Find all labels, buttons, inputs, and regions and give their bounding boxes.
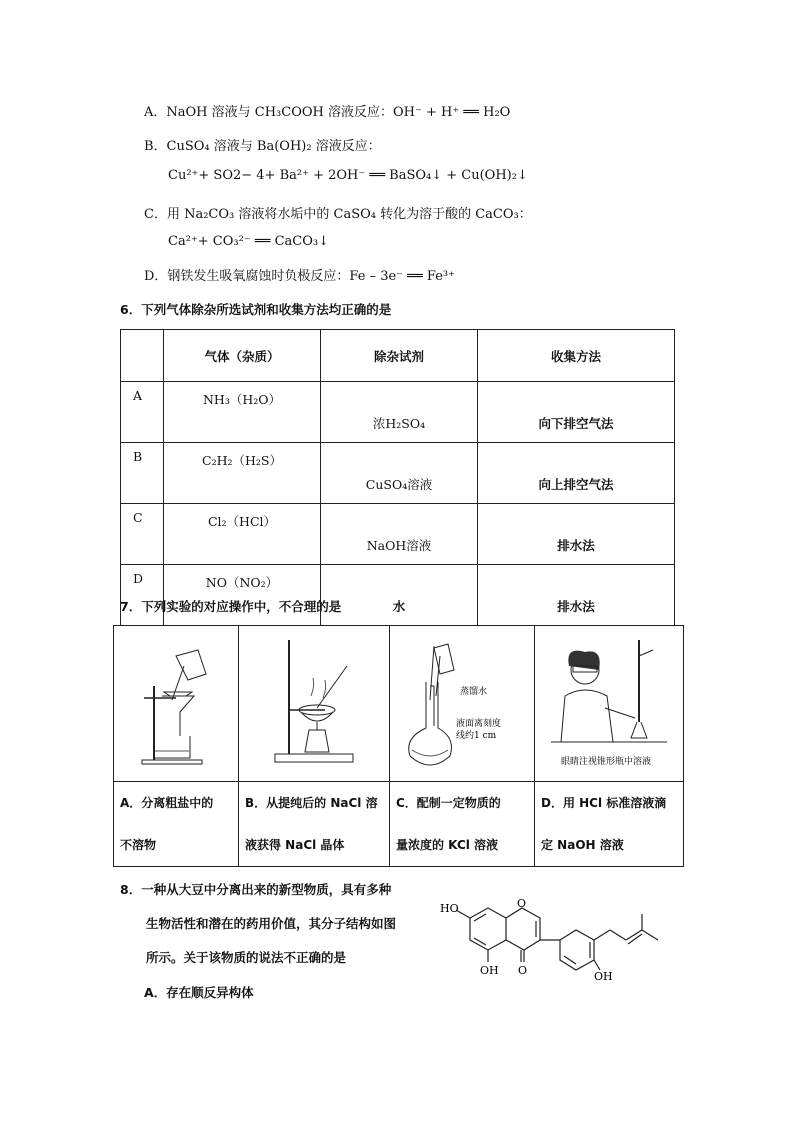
- figure-cell-c: [390, 626, 535, 782]
- row-label: B: [121, 443, 164, 504]
- caption-b-line1: B．从提纯后的 NaCl 溶: [245, 796, 378, 810]
- label-about-1cm: 线约1 cm: [456, 731, 497, 741]
- q5-option-c: C．用 Na₂CO₃ 溶液将水垢中的 CaSO₄ 转化为溶于酸的 CaCO₃：: [144, 207, 532, 222]
- mol-label-ring-o: O: [517, 897, 527, 910]
- gas-cell: Cl₂（HCl）: [164, 504, 321, 565]
- method-cell: 排水法: [478, 504, 675, 565]
- label-watch-flask: 眼睛注视锥形瓶中溶液: [561, 757, 652, 767]
- caption-b: [239, 782, 390, 867]
- q5-option-d: D．钢铁发生吸氧腐蚀时负极反应：Fe – 3e⁻ ══ Fe³⁺: [144, 269, 456, 284]
- caption-a: [114, 782, 239, 867]
- q7-table: [113, 625, 684, 867]
- titration-student-icon: [535, 626, 683, 778]
- table-row: [121, 565, 675, 626]
- q8-option-a: A．存在顺反异构体: [144, 985, 254, 1000]
- mol-label-oh-right: OH: [594, 970, 613, 983]
- header-cell: 收集方法: [478, 330, 675, 382]
- q6-title: 6．下列气体除杂所选试剂和收集方法均正确的是: [120, 302, 392, 317]
- caption-row: [114, 782, 684, 867]
- reagent-cell: 水: [321, 565, 478, 626]
- label-level-distance: 液面离刻度: [456, 719, 502, 729]
- q8-title: 8．一种从大豆中分离出来的新型物质，具有多种: [120, 882, 392, 897]
- row-label: A: [121, 382, 164, 443]
- figure-cell-a: [114, 626, 239, 782]
- method-cell: 向上排空气法: [478, 443, 675, 504]
- table-row: [121, 382, 675, 443]
- mol-label-keto-o: O: [518, 964, 528, 977]
- volumetric-flask-icon: [390, 626, 534, 778]
- caption-d: [535, 782, 684, 867]
- caption-d-line2: 定 NaOH 溶液: [541, 838, 624, 852]
- gas-cell: C₂H₂（H₂S）: [164, 443, 321, 504]
- header-cell: 气体（杂质）: [164, 330, 321, 382]
- reagent-cell: CuSO₄溶液: [321, 443, 478, 504]
- molecule-structure-icon: [430, 896, 670, 986]
- method-cell: 排水法: [478, 565, 675, 626]
- table-row: [121, 443, 675, 504]
- reagent-cell: NaOH溶液: [321, 504, 478, 565]
- header-cell: [121, 330, 164, 382]
- reagent-cell: 浓H₂SO₄: [321, 382, 478, 443]
- label-distilled-water: 蒸馏水: [460, 687, 488, 697]
- mol-label-ho-left: HO: [440, 902, 459, 915]
- gas-cell: NH₃（H₂O）: [164, 382, 321, 443]
- q5-option-b: B．CuSO₄ 溶液与 Ba(OH)₂ 溶液反应：: [144, 139, 381, 154]
- q6-table: [120, 329, 675, 626]
- method-cell: 向下排空气法: [478, 382, 675, 443]
- caption-a-line1: A．分离粗盐中的: [120, 796, 214, 810]
- row-label: C: [121, 504, 164, 565]
- header-cell: 除杂试剂: [321, 330, 478, 382]
- caption-c-line1: C．配制一定物质的: [396, 796, 501, 810]
- row-label: D: [121, 565, 164, 626]
- gas-cell: NO（NO₂）: [164, 565, 321, 626]
- q5-option-c-equation: Ca²⁺+ CO₃²⁻ ══ CaCO₃↓: [168, 234, 330, 249]
- caption-d-line1: D．用 HCl 标准溶液滴: [541, 796, 667, 810]
- figure-row: [114, 626, 684, 782]
- q5-option-b-equation: Cu²⁺+ SO2− 4+ Ba²⁺ + 2OH⁻ ══ BaSO₄↓ + Cu(OH)₂↓: [168, 168, 528, 183]
- q7-title: 7．下列实验的对应操作中，不合理的是: [120, 599, 342, 614]
- evaporation-apparatus-icon: [239, 626, 389, 778]
- caption-c: [390, 782, 535, 867]
- filtration-apparatus-icon: [114, 626, 238, 778]
- caption-c-line2: 量浓度的 KCl 溶液: [396, 838, 499, 852]
- q8-line3: 所示。关于该物质的说法不正确的是: [146, 950, 347, 965]
- figure-cell-b: [239, 626, 390, 782]
- caption-b-line2: 液获得 NaCl 晶体: [245, 838, 345, 852]
- q8-line2: 生物活性和潜在的药用价值，其分子结构如图: [146, 916, 397, 931]
- mol-label-oh-bottom: OH: [480, 964, 499, 977]
- figure-cell-d: [535, 626, 684, 782]
- q5-option-a: A．NaOH 溶液与 CH₃COOH 溶液反应：OH⁻ + H⁺ ══ H₂O: [144, 105, 511, 120]
- table-header-row: [121, 330, 675, 382]
- caption-a-line2: 不溶物: [120, 838, 157, 852]
- table-row: [121, 504, 675, 565]
